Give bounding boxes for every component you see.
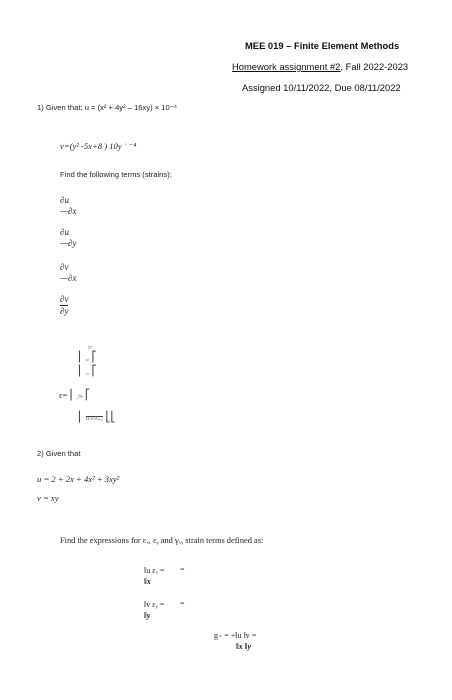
problem2-given: 2) Given that <box>37 449 81 458</box>
term-text: , Fall 2022-2023 <box>340 61 409 72</box>
eps-x-equals: = <box>180 565 185 574</box>
problem1-instruction: Find the following terms (strains): <box>60 170 172 179</box>
strain-matrix <box>78 352 97 380</box>
eps-y-denominator: ‖y <box>144 611 151 620</box>
problem2-instruction: Find the expressions for εₓ, εᵧ and γₓᵧ strain terms defined as: <box>60 536 264 545</box>
strain-term-dv-dx <box>60 262 76 284</box>
strain-term-du-dx <box>60 195 76 217</box>
term-denominator: ∂y <box>60 306 69 316</box>
term-numerator: ∂v <box>60 262 69 272</box>
assignment-dates: Assigned 10/11/2022, Due 08/11/2022 <box>242 82 401 93</box>
problem1-v-equation: v=(y² -5x+8 ) 10y ˙ ⁻⁴ <box>60 141 137 151</box>
gamma-xy-definition <box>214 630 256 652</box>
problem2-v-equation: v = xy <box>37 493 59 503</box>
term-denominator: —∂x <box>60 273 77 283</box>
matrix-label: ε= <box>59 390 68 400</box>
term-numerator: ∂u <box>60 195 69 205</box>
eps-x-numerator: ‖u εₓ = <box>144 566 165 575</box>
gamma-denominator: ‖x ‖y <box>236 642 252 651</box>
term-denominator: —∂x <box>60 206 77 216</box>
eps-y-numerator: ‖v εᵧ = <box>144 600 165 609</box>
matrix-bottom-row: ⎢ ℓr'ε+εₙₒ₃ ⎣⎣ <box>78 412 116 423</box>
homework-link[interactable]: Homework assignment #2 <box>232 61 341 72</box>
eps-x-definition <box>144 565 164 587</box>
term-numerator: ∂v <box>60 294 69 304</box>
eps-x-denominator: ‖x <box>144 577 151 586</box>
matrix-row-2: ⎢ ₁₅ ⎡ <box>78 366 97 377</box>
term-numerator: ∂u <box>60 227 69 237</box>
term-denominator: —∂y <box>60 238 77 248</box>
matrix-row-1: ⎢ ₂₀ ⎡ <box>78 352 97 363</box>
gamma-numerator: g₌ = +‖u ‖v = <box>214 631 257 640</box>
course-title: MEE 019 – Finite Element Methods <box>245 40 400 51</box>
eps-y-definition <box>144 599 164 621</box>
strain-term-dv-dy <box>60 294 68 317</box>
eps-y-equals: = <box>180 599 185 608</box>
homework-line <box>232 61 408 72</box>
problem2-u-equation: u = 2 + 2x + 4x² + 3xy² <box>37 474 120 484</box>
problem1-given: 1) Given that; u = (x² + 4y² – 16xy) × 10⁻⁴ <box>37 103 178 112</box>
matrix-epsilon-row: ε= ⎢ ₁% ⎡ <box>59 390 90 401</box>
matrix-mark-top: ¹⁷ <box>88 346 92 352</box>
strain-term-du-dy <box>60 227 76 249</box>
